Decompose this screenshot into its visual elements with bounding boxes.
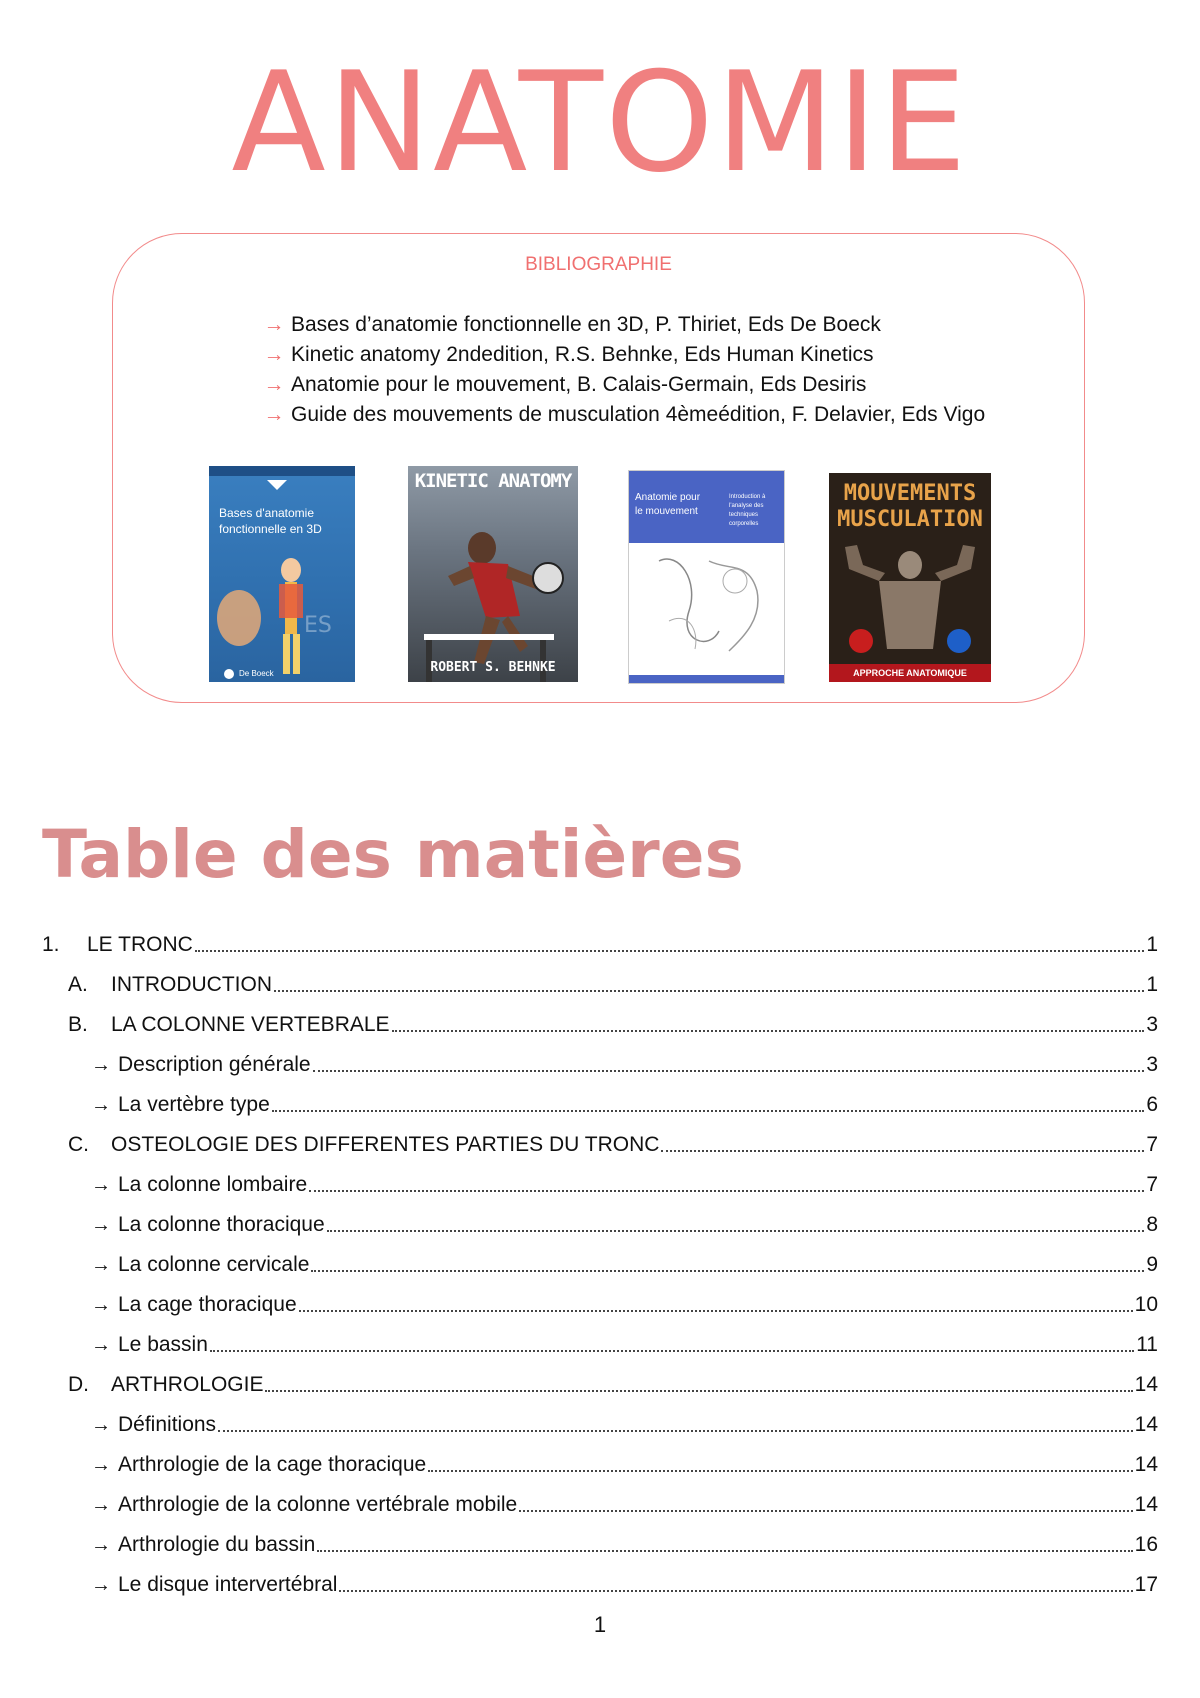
arrow-icon: →	[91, 1414, 111, 1436]
anatomy-sketch-illustration	[629, 471, 784, 683]
toc-entry-page: 9	[1146, 1253, 1158, 1276]
arrow-icon: →	[91, 1214, 111, 1236]
arrow-icon: →	[263, 343, 285, 366]
toc-entry[interactable]	[42, 1438, 1158, 1478]
bibliography-list	[261, 310, 1041, 430]
toc-entry[interactable]	[42, 1158, 1158, 1198]
toc-leader-dots	[661, 1150, 1144, 1152]
toc-entry-label: Arthrologie de la cage thoracique	[118, 1453, 427, 1476]
toc-leader-dots	[317, 1550, 1132, 1552]
toc-entry[interactable]	[42, 1358, 1158, 1398]
cover-title-bottom: MUSCULATION	[837, 507, 983, 532]
toc-leader-dots	[339, 1590, 1132, 1592]
arrow-icon: →	[91, 1494, 111, 1516]
arrow-icon: →	[263, 373, 285, 396]
arrow-icon: →	[91, 1534, 111, 1556]
bibliography-item	[261, 310, 1041, 340]
bibliography-item-text: Kinetic anatomy 2ndedition, R.S. Behnke, Eds Human Kinetics	[291, 343, 874, 366]
toc-entry-page: 14	[1134, 1493, 1158, 1516]
cover-title-top: MOUVEMENTS	[843, 481, 977, 506]
toc-entry-page: 7	[1146, 1173, 1158, 1196]
cover-title: Anatomie pour le mouvement	[635, 492, 701, 517]
toc-leader-dots	[428, 1470, 1132, 1472]
toc-leader-dots	[313, 1070, 1145, 1072]
toc-entry-label: Définitions	[118, 1413, 217, 1436]
toc-entry-label: La colonne lombaire	[118, 1173, 308, 1196]
toc-entry-number: A.	[68, 973, 88, 996]
cover-title: KINETIC ANATOMY	[414, 470, 572, 492]
toc-entry[interactable]	[42, 1318, 1158, 1358]
toc-leader-dots	[327, 1230, 1145, 1232]
toc-leader-dots	[392, 1030, 1145, 1032]
toc-leader-dots	[265, 1390, 1132, 1392]
arrow-icon: →	[91, 1174, 111, 1196]
bibliography-item-text: Anatomie pour le mouvement, B. Calais-Germain, Eds Desiris	[291, 373, 867, 396]
toc-leader-dots	[210, 1350, 1134, 1352]
toc-entry-label: Arthrologie du bassin	[118, 1533, 316, 1556]
cover-title-line: fonctionnelle en 3D	[219, 522, 322, 536]
toc-entry-page: 1	[1146, 973, 1158, 996]
toc-entry[interactable]	[42, 1118, 1158, 1158]
toc-entry-page: 7	[1146, 1133, 1158, 1156]
bibliography-item	[261, 400, 1041, 430]
bibliography-heading: BIBLIOGRAPHIE	[525, 254, 672, 275]
toc-entry[interactable]	[42, 1518, 1158, 1558]
toc-entry-page: 3	[1146, 1053, 1158, 1076]
skeleton-illustration	[209, 466, 355, 682]
book-cover-kinetic-anatomy	[408, 466, 578, 682]
toc-entry-label: INTRODUCTION	[111, 973, 272, 996]
arrow-icon: →	[91, 1054, 111, 1076]
arrow-icon: →	[263, 403, 285, 426]
book-cover-mouvements-musculation	[829, 473, 991, 682]
toc-entry-label: La cage thoracique	[118, 1293, 297, 1316]
arrow-icon: →	[91, 1094, 111, 1116]
cover-title-line: Bases d'anatomie	[219, 506, 315, 520]
table-of-contents	[42, 918, 1158, 1598]
bodybuilder-illustration	[829, 473, 991, 682]
toc-leader-dots	[311, 1270, 1144, 1272]
toc-entry[interactable]	[42, 1478, 1158, 1518]
toc-entry-page: 11	[1136, 1333, 1158, 1356]
toc-entry-number: C.	[68, 1133, 89, 1156]
arrow-icon: →	[91, 1334, 111, 1356]
toc-entry[interactable]	[42, 998, 1158, 1038]
toc-entry-label: LA COLONNE VERTEBRALE	[111, 1013, 390, 1036]
toc-leader-dots	[195, 950, 1145, 952]
cover-subtitle: Introduction à l'analyse des techniques corporelles	[729, 494, 766, 527]
toc-entry-page: 17	[1134, 1573, 1158, 1596]
toc-entry-page: 14	[1134, 1453, 1158, 1476]
toc-entry-page: 14	[1134, 1373, 1158, 1396]
toc-entry[interactable]	[42, 918, 1158, 958]
toc-entry[interactable]	[42, 1278, 1158, 1318]
svg-text:ES: ES	[304, 613, 332, 638]
toc-entry-label: Le bassin	[118, 1333, 208, 1356]
bibliography-item	[261, 340, 1041, 370]
cover-author: ROBERT S. BEHNKE	[430, 660, 556, 675]
toc-leader-dots	[272, 1110, 1145, 1112]
toc-entry-page: 1	[1146, 933, 1158, 956]
toc-entry-page: 14	[1134, 1413, 1158, 1436]
arrow-icon: →	[91, 1454, 111, 1476]
toc-entry-label: Description générale	[118, 1053, 311, 1076]
toc-entry-label: LE TRONC	[87, 933, 193, 956]
toc-entry-number: D.	[68, 1373, 89, 1396]
toc-leader-dots	[274, 990, 1144, 992]
toc-entry[interactable]	[42, 958, 1158, 998]
page-number: 1	[593, 1612, 607, 1637]
toc-entry-label: OSTEOLOGIE DES DIFFERENTES PARTIES DU TRONC	[111, 1133, 660, 1156]
toc-entry-label: La vertèbre type	[118, 1093, 270, 1116]
toc-leader-dots	[309, 1190, 1144, 1192]
toc-leader-dots	[519, 1510, 1132, 1512]
toc-entry-page: 6	[1146, 1093, 1158, 1116]
toc-entry-label: La colonne thoracique	[118, 1213, 325, 1236]
cover-footer: APPROCHE ANATOMIQUE	[829, 664, 991, 682]
arrow-icon: →	[91, 1574, 111, 1596]
toc-leader-dots	[218, 1430, 1133, 1432]
bibliography-item	[261, 370, 1041, 400]
toc-entry-page: 8	[1146, 1213, 1158, 1236]
toc-entry[interactable]	[42, 1238, 1158, 1278]
toc-entry[interactable]	[42, 1398, 1158, 1438]
toc-entry-page: 10	[1134, 1293, 1158, 1316]
bibliography-item-text: Guide des mouvements de musculation 4èmeédition, F. Delavier, Eds Vigo	[291, 403, 986, 426]
toc-entry-label: Le disque intervertébral	[118, 1573, 338, 1596]
toc-entry[interactable]	[42, 1078, 1158, 1118]
arrow-icon: →	[91, 1254, 111, 1276]
arrow-icon: →	[91, 1294, 111, 1316]
toc-entry-page: 3	[1146, 1013, 1158, 1036]
document-title: ANATOMIE	[231, 42, 969, 203]
toc-leader-dots	[299, 1310, 1133, 1312]
toc-entry[interactable]	[42, 1038, 1158, 1078]
toc-entry-number: 1.	[42, 933, 60, 956]
toc-entry-page: 16	[1134, 1533, 1158, 1556]
book-cover-anatomie-3d	[209, 466, 355, 682]
toc-entry-label: La colonne cervicale	[118, 1253, 310, 1276]
toc-entry-label: ARTHROLOGIE	[111, 1373, 264, 1396]
toc-entry[interactable]	[42, 1558, 1158, 1598]
toc-entry-number: B.	[68, 1013, 88, 1036]
arrow-icon: →	[263, 313, 285, 336]
bibliography-item-text: Bases d’anatomie fonctionnelle en 3D, P. Thiriet, Eds De Boeck	[291, 313, 881, 336]
toc-entry[interactable]	[42, 1198, 1158, 1238]
book-cover-anatomie-mouvement	[628, 470, 785, 684]
cover-publisher: De Boeck	[239, 669, 274, 678]
toc-heading: Table des matières	[42, 816, 744, 893]
toc-entry-label: Arthrologie de la colonne vertébrale mobile	[118, 1493, 518, 1516]
athlete-illustration	[408, 466, 578, 682]
